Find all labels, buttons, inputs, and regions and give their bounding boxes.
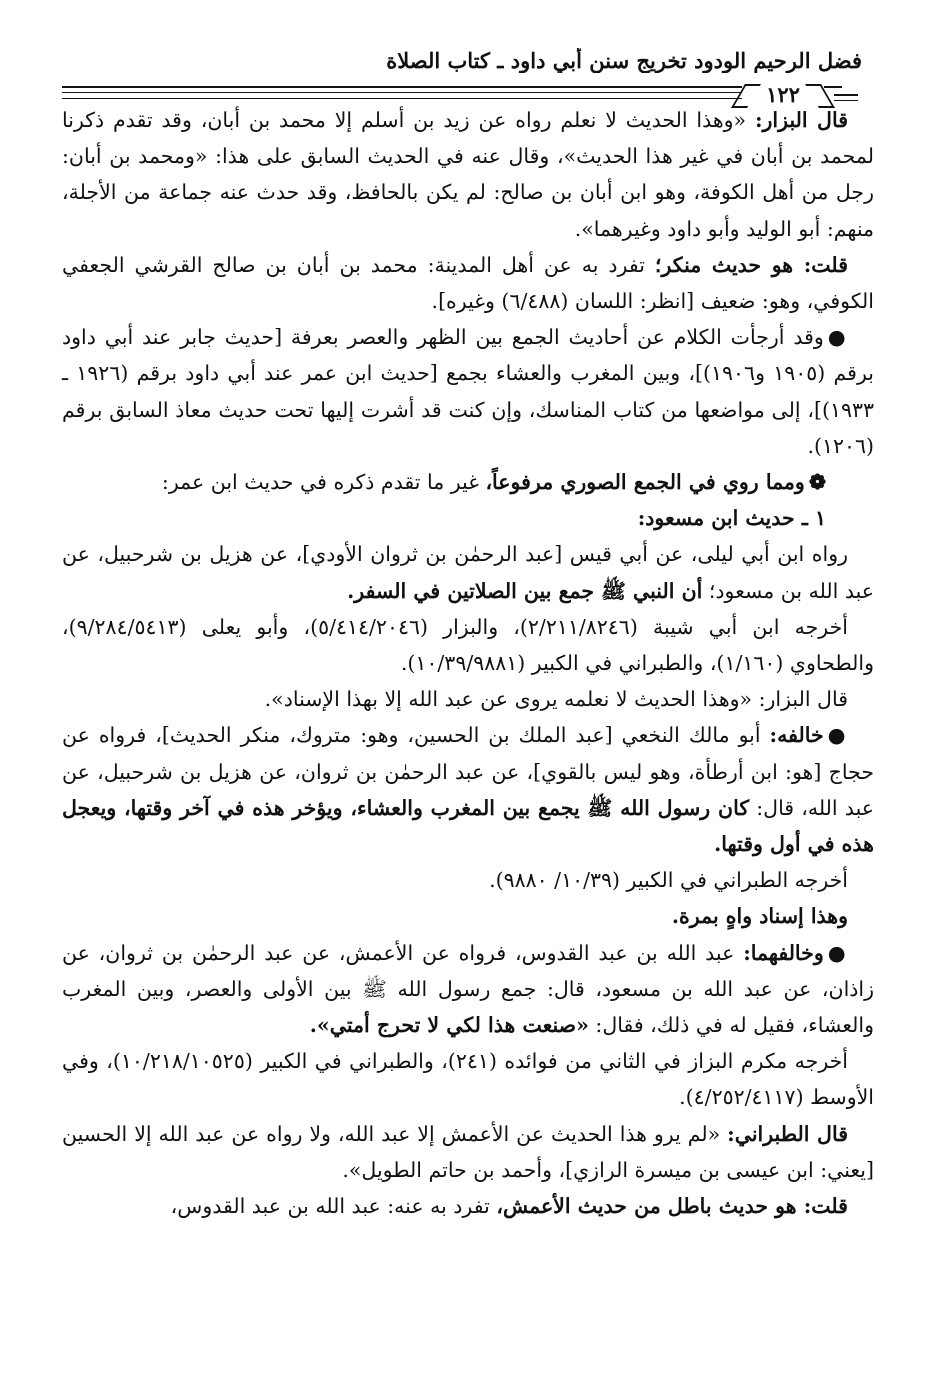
flower-icon: ❁ xyxy=(808,470,826,495)
paragraph: أخرجه ابن أبي شيبة (٢/٢١١/٨٢٤٦)، والبزار (٥/٤١٤/٢٠٤٦)، وأبو يعلى (٩/٢٨٤/٥٤١٣)، والطحاوي (١/١٦٠)، والطبراني في الكبير (١٠/٣٩/٩٨٨١). xyxy=(62,614,874,676)
bullet-icon: ● xyxy=(827,723,848,748)
paragraph: أخرجه الطبراني في الكبير (١٠/٣٩/ ٩٨٨٠). xyxy=(489,868,848,893)
body-text xyxy=(62,102,874,1224)
paragraph: قلت: هو حديث منكر؛ تفرد به عن أهل المدينة: محمد بن أبان بن صالح القرشي الجعفي الكوفي، وهو: ضعيف [انظر: اللسان (٦/٤٨٨) وغيره]. xyxy=(62,252,874,314)
paragraph: ●وقد أرجأت الكلام عن أحاديث الجمع بين الظهر والعصر بعرفة [حديث جابر عند أبي داود برقم (١٩٠٥ و١٩٠٦)]، وبين المغرب والعشاء بجمع [حديث ابن عمر عند أبي داود برقم (١٩٢٦ ـ ١٩٣٣)]، إلى مواضعها من كتاب المناسك، وإن كنت قد أشرت إليها تحت حديث معاذ السابق برقم (١٢٠٦). xyxy=(62,325,874,458)
paragraph: قال البزار: «وهذا الحديث لا نعلمه يروى عن عبد الله إلا بهذا الإسناد». xyxy=(264,687,848,712)
paragraph: وهذا إسناد واهٍ بمرة. xyxy=(671,904,848,929)
paragraph: رواه ابن أبي ليلى، عن أبي قيس [عبد الرحمٰن بن ثروان الأودي]، عن هزيل بن شرحبيل، عن عبد الله بن مسعود؛ أن النبي ﷺ جمع بين الصلاتين في السفر. xyxy=(62,542,874,603)
bullet-icon: ● xyxy=(827,940,848,965)
header-rule-double-bottom xyxy=(62,98,742,99)
paragraph: أخرجه مكرم البزاز في الثاني من فوائده (٢٤١)، والطبراني في الكبير (١٠/٢١٨/١٠٥٢٥)، وفي الأوسط (٤/٢٥٢/٤١١٧). xyxy=(62,1049,874,1110)
header-rule-right-top xyxy=(834,94,858,96)
header-rule xyxy=(62,86,842,88)
paragraph: ●خالفه: أبو مالك النخعي [عبد الملك بن الحسين، وهو: متروك، منكر الحديث]، فرواه عن حجاج [هو: ابن أرطأة، وهو ليس بالقوي]، عن عبد الرحمٰن بن ثروان، عن هزيل بن شرحبيل، عن عبد الله، قال: كان رسول الله ﷺ يجمع بين المغرب والعشاء، ويؤخر هذه في آخر وقتها، ويعجل هذه في أول وقتها. xyxy=(62,723,874,857)
paragraph: قال الطبراني: «لم يرو هذا الحديث عن الأعمش إلا عبد الله، ولا رواه عن عبد الله إلا الحسين [يعني: ابن عيسى بن ميسرة الرازي]، وأحمد بن حاتم الطويل». xyxy=(62,1121,874,1182)
bullet-icon: ● xyxy=(827,325,849,350)
paragraph: قلت: هو حديث باطل من حديث الأعمش، تفرد به عنه: عبد الله بن عبد القدوس، xyxy=(170,1194,848,1219)
paragraph: قال البزار: «وهذا الحديث لا نعلم رواه عن زيد بن أسلم إلا محمد بن أبان، وقد تقدم ذكرنا لمحمد بن أبان في غير هذا الحديث»، وقال عنه في الحديث السابق على هذا: «ومحمد بن أبان: رجل من أهل الكوفة، وهو ابن أبان بن صالح: لم يكن بالحافظ، وقد حدث عنه جماعة من الأجلة، منهم: أبو الوليد وأبو داود وغيرهما». xyxy=(62,108,874,241)
header-rule-right-bottom xyxy=(834,100,858,101)
paragraph: ●وخالفهما: عبد الله بن عبد القدوس، فرواه عن الأعمش، عن عبد الرحمٰن بن ثروان، عن زاذان، عن عبد الله بن مسعود، قال: جمع رسول الله ﷺ بين الأولى والعصر، وبين المغرب والعشاء، فقيل له في ذلك، فقال: «صنعت هذا لكي لا تحرج أمتي». xyxy=(62,940,874,1038)
header-rule-double-top xyxy=(62,92,742,93)
running-header-title: فضل الرحيم الودود تخريج سنن أبي داود ـ كتاب الصلاة xyxy=(386,48,862,73)
page-number: ١٢٢ xyxy=(742,78,824,112)
paragraph: ❁ومما روي في الجمع الصوري مرفوعاً، غير ما تقدم ذكره في حديث ابن عمر: xyxy=(161,470,826,495)
section-heading: ١ ـ حديث ابن مسعود: xyxy=(637,506,826,531)
